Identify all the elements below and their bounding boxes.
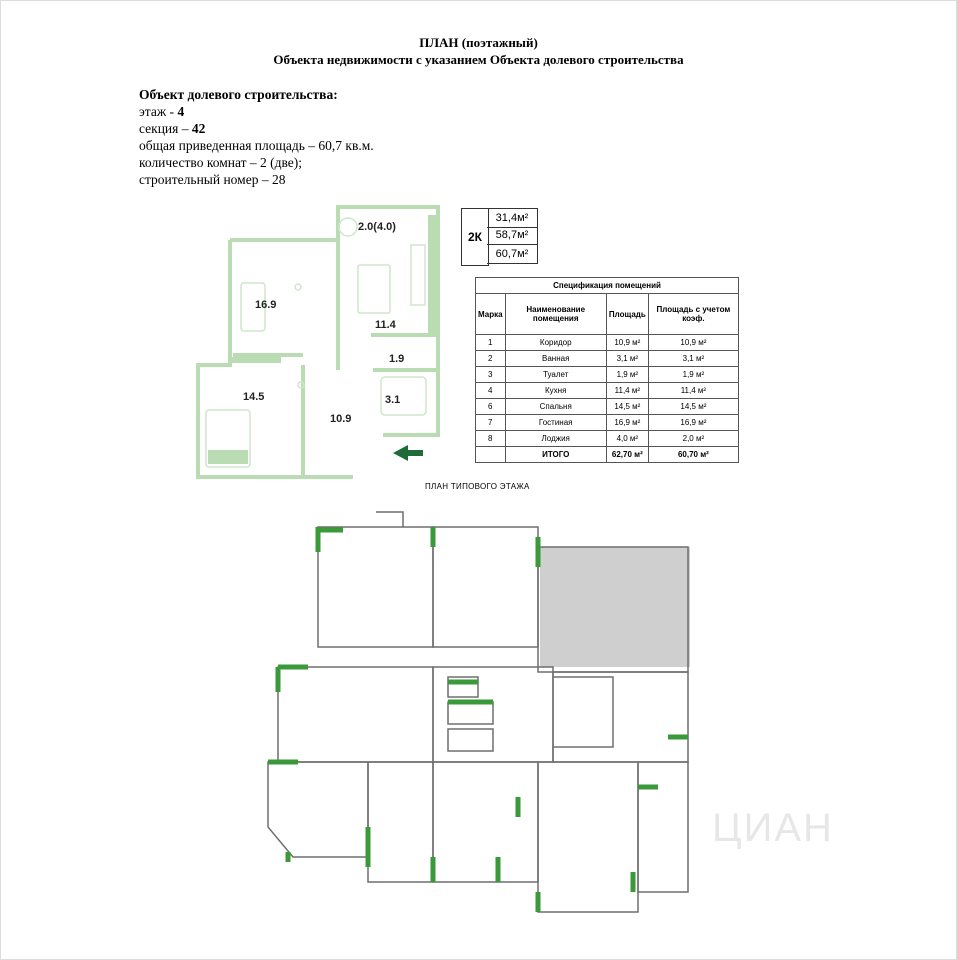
reduced-area: 60,7м² (487, 245, 538, 264)
table-row: 8 Лоджия 4,0 м² 2,0 м² (476, 431, 739, 447)
page-subtitle: Объекта недвижимости с указанием Объекта долевого строительства (273, 52, 684, 67)
object-heading: Объект долевого строительства: (139, 87, 338, 102)
total-row: ИТОГО 62,70 м² 60,70 м² (476, 447, 739, 463)
area-line: общая приведенная площадь – 60,7 кв.м. (139, 138, 374, 153)
room-hall-label: 10.9 (330, 413, 352, 425)
build-number-line: строительный номер – 28 (139, 172, 286, 187)
header-area-coef: Площадь с учетом коэф. (648, 294, 738, 335)
header-name: Наименование помещения (505, 294, 606, 335)
room-kitchen-label: 11.4 (375, 319, 396, 331)
header-mark: Марка (476, 294, 506, 335)
room-toilet-label: 1.9 (389, 353, 405, 365)
room-bath-label: 3.1 (385, 394, 401, 406)
floor-line: этаж - 4 (139, 104, 185, 119)
watermark: ЦИАН (712, 806, 834, 850)
apartment-plan (193, 205, 453, 480)
table-row: 6 Спальня 14,5 м² 14,5 м² (476, 399, 739, 415)
living-area: 31,4м² (487, 208, 538, 228)
room-bedroom-label: 14.5 (243, 391, 265, 403)
highlighted-apartment (540, 547, 690, 667)
typical-floor-title: ПЛАН ТИПОВОГО ЭТАЖА (425, 482, 530, 491)
page-title: ПЛАН (поэтажный) (419, 35, 538, 50)
total-area: 58,7м² (487, 226, 538, 245)
section-value: 42 (191, 121, 206, 136)
area-summary-box (461, 208, 539, 266)
table-row: 2 Ванная 3,1 м² 3,1 м² (476, 351, 739, 367)
spec-table (475, 277, 739, 463)
room-loggia-label: 2.0(4.0) (358, 221, 396, 233)
header-area: Площадь (606, 294, 648, 335)
table-row: 1 Коридор 10,9 м² 10,9 м² (476, 335, 739, 351)
apartment-type: 2К (461, 208, 489, 266)
room-living-label: 16.9 (255, 299, 277, 311)
typical-floor-plan (218, 497, 698, 917)
rooms-line: количество комнат – 2 (две); (139, 155, 303, 170)
spec-caption: Спецификация помещений (476, 278, 739, 294)
object-info (139, 86, 374, 188)
table-row: 7 Гостиная 16,9 м² 16,9 м² (476, 415, 739, 431)
section-line: секция – 42 (139, 121, 206, 136)
table-row: 3 Туалет 1,9 м² 1,9 м² (476, 367, 739, 383)
floor-value: 4 (177, 104, 185, 119)
table-row: 4 Кухня 11,4 м² 11,4 м² (476, 383, 739, 399)
